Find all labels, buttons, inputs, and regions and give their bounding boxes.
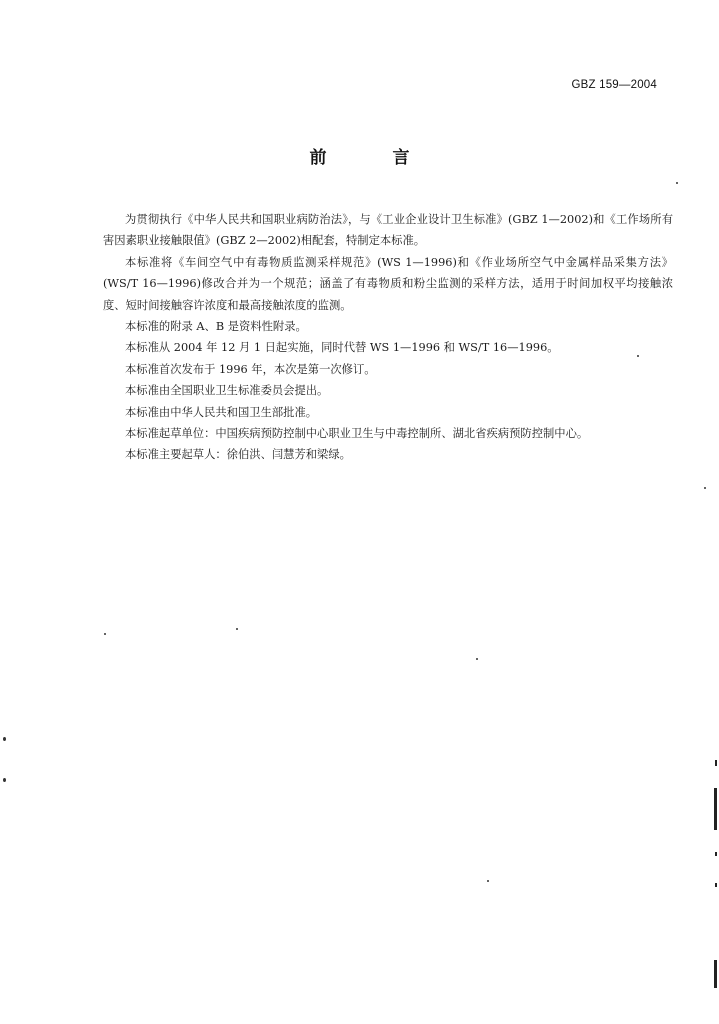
scan-edge-mark: [715, 760, 717, 766]
standard-code: GBZ 159—2004: [571, 79, 657, 91]
paragraph-approved-by: 本标准由中华人民共和国卫生部批准。: [125, 405, 318, 419]
paragraph-first-release: 本标准首次发布于 1996 年，本次是第一次修订。: [125, 362, 376, 376]
paragraph-proposed-by: 本标准由全国职业卫生标准委员会提出。: [125, 384, 329, 398]
scan-speck: [104, 633, 106, 635]
scan-edge-mark: [715, 883, 717, 887]
scan-speck: [676, 182, 678, 184]
foreword-body: [103, 209, 673, 466]
scan-speck: [3, 778, 6, 782]
page-title: 前 言: [309, 148, 440, 168]
scan-speck: [3, 737, 6, 741]
paragraph-merge: 本标准将《车间空气中有毒物质监测采样规范》(WS 1—1996)和《作业场所空气中金属样品采集方法》(WS/T 16—1996)修改合并为一个规范；涵盖了有毒物质和粉尘监测的采样方法，适用于时间加权平均接触浓度、短时间接触容许浓度和最高接触浓度的监测。: [103, 255, 673, 312]
paragraph-appendix: 本标准的附录 A、B 是资料性附录。: [125, 320, 307, 334]
scan-speck: [704, 487, 706, 489]
scan-speck: [637, 355, 639, 357]
scan-edge-mark: [714, 788, 717, 830]
paragraph-drafters: 本标准主要起草人：徐伯洪、闫慧芳和梁绿。: [125, 448, 351, 462]
scan-speck: [236, 628, 238, 630]
paragraph-drafting-units: 本标准起草单位：中国疾病预防控制中心职业卫生与中毒控制所、湖北省疾病预防控制中心。: [125, 427, 589, 441]
paragraph-purpose: 为贯彻执行《中华人民共和国职业病防治法》，与《工业企业设计卫生标准》(GBZ 1—2002)和《工作场所有害因素职业接触限值》(GBZ 2—2002)相配套，特制定本标准。: [103, 213, 673, 248]
scan-edge-mark: [714, 960, 717, 988]
scan-speck: [476, 658, 478, 660]
scan-speck: [487, 880, 489, 882]
paragraph-effective-date: 本标准从 2004 年 12 月 1 日起实施，同时代替 WS 1—1996 和 WS/T 16—1996。: [125, 341, 559, 355]
scan-edge-mark: [715, 852, 717, 856]
